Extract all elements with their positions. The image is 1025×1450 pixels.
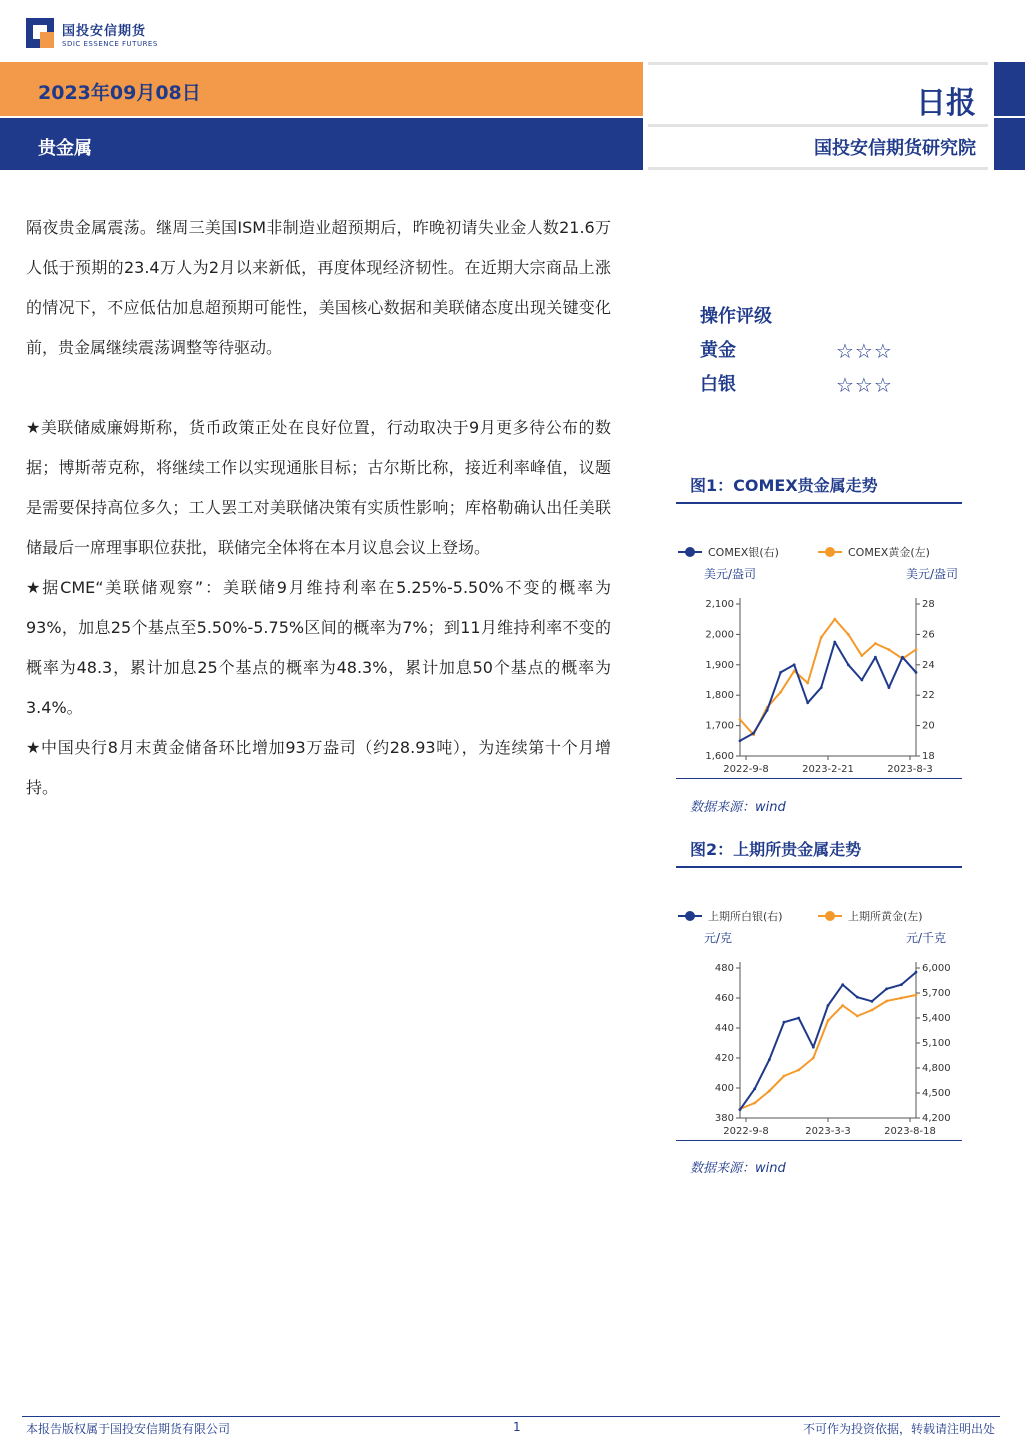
- left-tick-label: 480: [714, 963, 734, 974]
- copyright-notice: 本报告版权属于国投安信期货有限公司: [26, 1422, 231, 1436]
- data-point: [768, 1090, 771, 1093]
- data-point: [820, 636, 823, 639]
- data-point: [783, 1075, 786, 1078]
- figure-2-title: 图2：上期所贵金属走势: [690, 840, 862, 859]
- data-point: [888, 686, 891, 689]
- right-tick-label: 6,000: [922, 963, 951, 974]
- series-line: [740, 972, 916, 1109]
- figure-2-bottom-rule: [676, 1140, 962, 1141]
- divider: [648, 124, 988, 127]
- report-type-block: [648, 62, 990, 170]
- right-tick-label: 5,700: [922, 988, 951, 999]
- x-tick-label: 2023-8-18: [884, 1126, 936, 1137]
- data-point: [871, 1009, 874, 1012]
- data-point: [766, 709, 769, 712]
- left-tick-label: 2,000: [705, 629, 734, 641]
- data-point: [915, 994, 918, 997]
- right-tick-label: 4,500: [922, 1088, 951, 1099]
- footer-divider: [22, 1416, 1000, 1417]
- header-accent: [994, 62, 1025, 116]
- x-tick-label: 2023-2-21: [802, 764, 854, 775]
- right-tick-label: 28: [922, 599, 935, 610]
- figure-2-source: 数据来源：wind: [690, 1161, 786, 1176]
- left-axis-unit: 美元/盎司: [704, 567, 757, 581]
- right-tick-label: 18: [922, 751, 935, 762]
- data-point: [793, 663, 796, 666]
- figure-1-source: 数据来源：wind: [690, 800, 786, 815]
- figure-2-rule: [676, 866, 962, 868]
- divider: [648, 62, 988, 65]
- legend-label: COMEX黄金(左): [848, 546, 930, 559]
- rating-name: 黄金: [700, 340, 736, 361]
- series-line: [740, 642, 916, 741]
- data-point: [753, 1102, 756, 1105]
- data-point: [841, 983, 844, 986]
- data-point: [752, 732, 755, 735]
- data-point: [833, 618, 836, 621]
- data-point: [783, 1021, 786, 1024]
- right-tick-label: 24: [922, 659, 935, 671]
- left-tick-label: 380: [714, 1113, 734, 1124]
- data-point: [860, 679, 863, 682]
- header-accent: [994, 118, 1025, 170]
- data-point: [827, 1019, 830, 1022]
- figure-1-chart: [676, 512, 962, 778]
- data-point: [915, 648, 918, 651]
- data-point: [806, 701, 809, 704]
- legend-marker: [685, 547, 695, 557]
- data-point: [806, 682, 809, 685]
- paragraph-fed-speakers: ★美联储威廉姆斯称，货币政策正处在良好位置，行动取决于9月更多待公布的数据；博斯蒂克称，将继续工作以实现通胀目标；古尔斯比称，接近利率峰值，议题是需要保持高位多久；工人罢工对美联储决策有实质性影响；库格勒确认出任美联储最后一席理事职位获批，联储完全体将在本月议息会议上登场。: [26, 418, 611, 557]
- figure-1-title: 图1：COMEX贵金属走势: [690, 476, 878, 495]
- figure-1-rule: [676, 502, 962, 504]
- series-line: [740, 619, 916, 735]
- legend-label: 上期所白银(右): [708, 910, 783, 923]
- left-tick-label: 420: [714, 1053, 734, 1064]
- logo-icon: [26, 18, 54, 48]
- data-point: [779, 671, 782, 674]
- right-tick-label: 26: [922, 629, 935, 641]
- rating-row-silver: [700, 368, 960, 402]
- institute-name: 国投安信期货研究院: [814, 138, 976, 159]
- data-point: [871, 1000, 874, 1003]
- data-point: [797, 1069, 800, 1072]
- x-tick-label: 2023-3-3: [805, 1126, 851, 1137]
- page-footer: [0, 1416, 1025, 1450]
- data-point: [885, 987, 888, 990]
- left-axis-unit: 元/克: [704, 931, 733, 945]
- data-point: [797, 1017, 800, 1020]
- data-point: [739, 1108, 742, 1111]
- report-type: 日报: [916, 86, 976, 121]
- data-point: [856, 996, 859, 999]
- data-point: [847, 663, 850, 666]
- data-point: [779, 691, 782, 694]
- data-point: [915, 971, 918, 974]
- rating-name: 白银: [700, 374, 736, 395]
- data-point: [739, 718, 742, 721]
- right-axis-unit: 元/千克: [906, 931, 947, 945]
- legend-marker: [685, 911, 695, 921]
- right-tick-label: 5,100: [922, 1038, 951, 1049]
- divider: [648, 167, 988, 170]
- series-line: [740, 995, 916, 1109]
- header-category-bar: [0, 118, 643, 170]
- logo-en-text: SDIC ESSENCE FUTURES: [62, 40, 158, 48]
- data-point: [915, 671, 918, 674]
- figure-2-chart: [676, 876, 962, 1140]
- data-point: [885, 1000, 888, 1003]
- left-tick-label: 1,900: [705, 659, 734, 671]
- left-tick-label: 440: [714, 1023, 734, 1034]
- data-point: [847, 633, 850, 636]
- right-tick-label: 4,200: [922, 1113, 951, 1124]
- body-text: [26, 208, 611, 808]
- rating-row-gold: [700, 334, 960, 368]
- disclaimer: 不可作为投资依据，转载请注明出处: [802, 1422, 995, 1436]
- figure-1-bottom-rule: [676, 778, 962, 779]
- paragraph-summary: 隔夜贵金属震荡。继周三美国ISM非制造业超预期后，昨晚初请失业金人数21.6万人低于预期的23.4万人为2月以来新低，再度体现经济韧性。在近期大宗商品上涨的情况下，不应低估加息超预期可能性，美国核心数据和美联储态度出现关键变化前，贵金属继续震荡调整等待驱动。: [26, 218, 611, 357]
- report-date: 2023年09月08日: [38, 82, 201, 104]
- right-tick-label: 4,800: [922, 1063, 951, 1074]
- data-point: [856, 1015, 859, 1018]
- data-point: [753, 1087, 756, 1090]
- right-axis-unit: 美元/盎司: [906, 567, 959, 581]
- x-tick-label: 2022-9-8: [723, 1126, 769, 1137]
- right-tick-label: 22: [922, 690, 935, 702]
- right-tick-label: 20: [922, 720, 935, 732]
- rating-stars: ☆☆☆: [836, 373, 893, 397]
- data-point: [812, 1046, 815, 1049]
- data-point: [833, 641, 836, 644]
- data-point: [841, 1004, 844, 1007]
- data-point: [739, 739, 742, 742]
- left-tick-label: 1,800: [705, 690, 734, 702]
- legend-marker: [825, 911, 835, 921]
- paragraph-pboc-gold: ★中国央行8月末黄金储备环比增加93万盎司（约28.93吨），为连续第十个月增持。: [26, 738, 611, 797]
- data-point: [820, 686, 823, 689]
- company-logo: [22, 14, 192, 54]
- data-point: [900, 997, 903, 1000]
- legend-label: COMEX银(右): [708, 546, 779, 559]
- operation-rating: [700, 300, 960, 402]
- data-point: [827, 1004, 830, 1007]
- rating-stars: ☆☆☆: [836, 339, 893, 363]
- data-point: [768, 1058, 771, 1061]
- legend-label: 上期所黄金(左): [848, 910, 923, 923]
- paragraph-cme-watch: ★据CME“美联储观察”：美联储9月维持利率在5.25%-5.50%不变的概率为93%，加息25个基点至5.50%-5.75%区间的概率为7%；到11月维持利率不变的概率为48.3，累计加息25个基点的概率为48.3%，累计加息50个基点的概率为3.4%。: [26, 578, 611, 717]
- left-tick-label: 1,700: [705, 720, 734, 732]
- left-tick-label: 2,100: [705, 599, 734, 610]
- data-point: [900, 983, 903, 986]
- right-tick-label: 5,400: [922, 1013, 951, 1024]
- left-tick-label: 1,600: [705, 751, 734, 762]
- legend-marker: [825, 547, 835, 557]
- data-point: [812, 1057, 815, 1060]
- rating-title: 操作评级: [700, 306, 772, 327]
- data-point: [901, 656, 904, 659]
- x-tick-label: 2022-9-8: [723, 764, 769, 775]
- left-tick-label: 460: [714, 993, 734, 1004]
- data-point: [860, 654, 863, 657]
- data-point: [874, 656, 877, 659]
- data-point: [874, 642, 877, 645]
- page-number: 1: [513, 1420, 521, 1434]
- report-category: 贵金属: [38, 138, 92, 159]
- logo-cn-text: 国投安信期货: [62, 24, 147, 39]
- data-point: [888, 648, 891, 651]
- left-tick-label: 400: [714, 1083, 734, 1094]
- x-tick-label: 2023-8-3: [887, 764, 933, 775]
